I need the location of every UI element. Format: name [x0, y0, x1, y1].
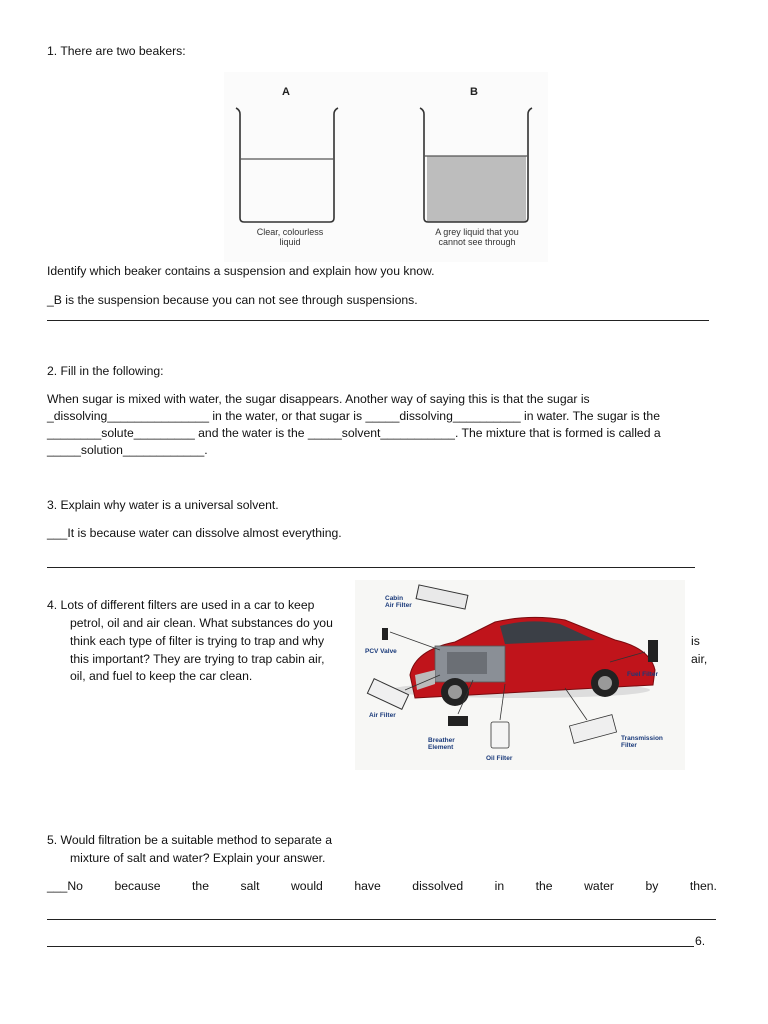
answer-word: salt [240, 879, 260, 893]
cabin-label-line2: Air Filter [385, 602, 412, 609]
fuel-label: Fuel Filter [627, 671, 659, 678]
q4-line3-end: is [691, 634, 700, 648]
beaker-figure [224, 72, 548, 262]
beaker-b-caption-line2: cannot see through [438, 237, 516, 247]
q5-line1: 5. Would filtration be a suitable method to separate a [47, 833, 333, 847]
answer-line [47, 567, 695, 568]
breather-label-line2: Element [428, 744, 454, 751]
q4-line4-end: air, [691, 652, 708, 666]
q2-line2: _dissolving_______________ in the water, or that sugar is _____dissolving__________ in water. The sugar is the [47, 409, 660, 423]
q4-line4: this important? They are trying to trap cabin air, [70, 652, 325, 666]
cabin-label-line1: Cabin [385, 595, 404, 602]
oil-label: Oil Filter [486, 755, 513, 762]
beaker-a-caption-line1: Clear, colourless [256, 227, 324, 237]
q2-line1: When sugar is mixed with water, the sugar disappears. Another way of saying this is that the sugar is [47, 392, 590, 406]
next-question-number: 6. [695, 934, 706, 948]
q1-title: 1. There are two beakers: [47, 44, 186, 58]
q5-line2: mixture of salt and water? Explain your answer. [70, 851, 326, 865]
answer-word: by [645, 879, 659, 893]
q2-line4: _____solution____________. [47, 443, 208, 457]
q3-answer: ___It is because water can dissolve almost everything. [47, 526, 342, 540]
answer-word: would [290, 879, 323, 893]
q5-answer [47, 878, 717, 896]
q1-prompt: Identify which beaker contains a suspension and explain how you know. [47, 264, 435, 278]
answer-line [47, 320, 709, 321]
q4-line2: petrol, oil and air clean. What substances do you [70, 616, 333, 630]
beaker-b-caption-line1: A grey liquid that you [435, 227, 519, 237]
answer-word: water [584, 879, 614, 893]
air-label: Air Filter [369, 712, 396, 719]
q4-line3: think each type of filter is trying to trap and why [70, 634, 325, 648]
answer-word: the [535, 879, 553, 893]
beaker-a-caption-line2: liquid [279, 237, 301, 247]
answer-line [47, 919, 716, 920]
car-filters-figure [355, 580, 685, 770]
breather-label-line1: Breather [428, 737, 455, 744]
q4-line5: oil, and fuel to keep the car clean. [70, 669, 253, 683]
trans-label-line2: Filter [621, 742, 637, 749]
beaker-b-label: B [470, 86, 478, 98]
answer-word: have [354, 879, 381, 893]
q1-answer: _B is the suspension because you can not see through suspensions. [47, 293, 418, 307]
q2-line3: ________solute_________ and the water is the _____solvent___________. The mixture that is formed is called a [47, 426, 661, 440]
answer-word: then. [689, 879, 717, 893]
answer-word: ___No [47, 879, 83, 893]
q3-title: 3. Explain why water is a universal solvent. [47, 498, 279, 512]
answer-word: in [494, 879, 505, 893]
q4-line1: 4. Lots of different filters are used in a car to keep [47, 598, 315, 612]
answer-word: because [114, 879, 161, 893]
answer-word: dissolved [412, 879, 464, 893]
answer-line [47, 946, 694, 947]
beaker-a-label: A [282, 86, 290, 98]
q2-title: 2. Fill in the following: [47, 364, 164, 378]
pcv-label: PCV Valve [365, 648, 397, 655]
answer-word: the [192, 879, 209, 893]
trans-label-line1: Transmission [621, 735, 663, 742]
